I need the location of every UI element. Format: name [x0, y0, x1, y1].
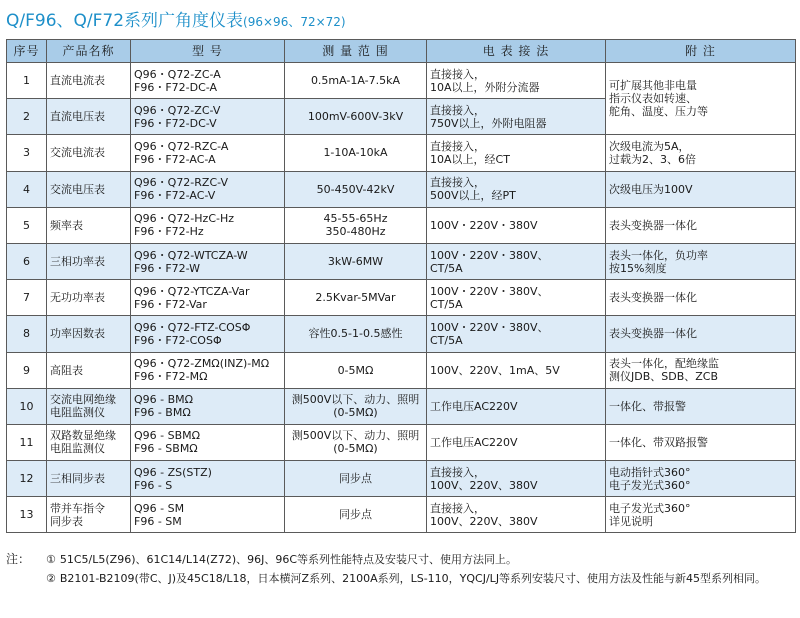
header-connection: 电 表 接 法: [427, 40, 606, 63]
cell-name: [47, 207, 131, 243]
cell-name-line: 频率表: [50, 218, 83, 232]
cell-model-line: F96・F72-Var: [134, 297, 207, 311]
cell-no: 6: [7, 243, 47, 279]
cell-note: [606, 207, 796, 243]
cell-range-line: 1-10A-10kA: [323, 146, 388, 160]
cell-connection: [427, 352, 606, 388]
cell-connection: [427, 388, 606, 424]
cell-note-line: 一体化、带双路报警: [609, 435, 708, 449]
cell-name: [47, 352, 131, 388]
cell-connection: [427, 497, 606, 533]
cell-connection: [427, 171, 606, 207]
footnote-2: [6, 569, 796, 588]
title-sub: (96×96、72×72): [243, 15, 346, 29]
cell-model: [131, 99, 285, 135]
cell-model-line: Q96 - SM: [134, 501, 185, 515]
cell-model-line: F96 - SM: [134, 514, 182, 528]
cell-name-line: 功率因数表: [50, 327, 105, 341]
cell-note: [606, 135, 796, 171]
cell-name: [47, 497, 131, 533]
cell-model-line: F96・F72-AC-A: [134, 152, 216, 166]
footnotes: [6, 550, 796, 588]
cell-model-line: F96・F72-MΩ: [134, 370, 208, 384]
cell-range: [285, 461, 427, 497]
cell-note-line: 表头变换器一体化: [609, 218, 697, 232]
cell-range-line: 0.5mA-1A-7.5kA: [310, 74, 401, 88]
cell-connection-line: 100V、220V、380V: [430, 478, 538, 492]
cell-connection: [427, 424, 606, 460]
cell-connection-line: 750V以上，外附电阻器: [430, 116, 547, 130]
cell-note-line: 测仪JDB、SDB、ZCB: [609, 370, 719, 384]
cell-model-line: Q96・Q72-HzC-Hz: [134, 212, 235, 226]
cell-note: [606, 461, 796, 497]
cell-range-line: 100mV-600V-3kV: [307, 110, 404, 124]
cell-connection-line: CT/5A: [430, 261, 463, 275]
cell-name-line: 电阻监测仪: [50, 406, 105, 420]
cell-range-line: 0-5MΩ: [337, 363, 374, 377]
cell-connection-line: CT/5A: [430, 297, 463, 311]
cell-name: [47, 135, 131, 171]
cell-connection-line: 10A以上，外附分流器: [430, 80, 540, 94]
footnote-2-text: B2101-B2109(带C、J)及45C18/L18，日本横河Z系列、2100A系列，LS-110，YQCJ/LJ等系列安装尺寸、使用方法及性能与新45型系列相同。: [59, 572, 767, 585]
header-no: 序号: [7, 40, 47, 63]
cell-model: [131, 461, 285, 497]
cell-model-line: F96・F72-AC-V: [134, 189, 216, 203]
table-row: [7, 280, 796, 316]
cell-model-line: Q96・Q72-RZC-V: [134, 176, 228, 190]
cell-connection-line: 直接接入，: [430, 176, 485, 190]
table-row: [7, 243, 796, 279]
cell-connection-line: 100V、220V、1mA、5V: [430, 363, 560, 377]
cell-model: [131, 135, 285, 171]
cell-model-line: Q96・Q72-ZMΩ(INZ)-MΩ: [134, 357, 270, 371]
cell-model-line: F96・F72-DC-A: [134, 80, 218, 94]
cell-connection: [427, 243, 606, 279]
cell-range: [285, 243, 427, 279]
cell-name-line: 双路数显绝缘: [50, 429, 116, 443]
cell-range: [285, 171, 427, 207]
cell-range-line: 45-55-65Hz: [323, 212, 388, 226]
cell-model-line: Q96・Q72-YTCZA-Var: [134, 284, 250, 298]
cell-model-line: F96・F72-Hz: [134, 225, 204, 239]
cell-range-line: (0-5MΩ): [333, 406, 378, 420]
cell-model: [131, 243, 285, 279]
cell-range: [285, 207, 427, 243]
cell-connection-line: 直接接入，: [430, 465, 485, 479]
page-title: [6, 6, 346, 31]
cell-connection-line: 100V・220V・380V、: [430, 320, 549, 334]
cell-model: [131, 207, 285, 243]
table-row: [7, 352, 796, 388]
cell-name-line: 同步表: [50, 514, 83, 528]
footnote-1-text: 51C5/L5(Z96)、61C14/L14(Z72)、96J、96C等系列性能特点及安装尺寸、使用方法同上。: [59, 553, 518, 566]
cell-connection-line: 工作电压AC220V: [430, 399, 518, 413]
cell-no: 13: [7, 497, 47, 533]
cell-connection-line: 100V・220V・380V、: [430, 284, 549, 298]
cell-note-line: 表头一体化，配绝缘监: [609, 357, 719, 371]
cell-model-line: Q96・Q72-RZC-A: [134, 139, 229, 153]
cell-note: [606, 497, 796, 533]
cell-note-line: 可扩展其他非电量: [609, 79, 697, 93]
table-row: [7, 497, 796, 533]
cell-name: [47, 388, 131, 424]
table-row: [7, 388, 796, 424]
cell-range: [285, 388, 427, 424]
cell-name-line: 交流电压表: [50, 182, 105, 196]
cell-note-line: 电动指针式360°: [609, 465, 691, 479]
cell-model: [131, 352, 285, 388]
cell-range: [285, 497, 427, 533]
cell-note: [606, 316, 796, 352]
cell-connection: [427, 135, 606, 171]
cell-note-line: 电子发光式360°: [609, 478, 691, 492]
cell-connection: [427, 63, 606, 99]
cell-model: [131, 424, 285, 460]
header-model: 型 号: [131, 40, 285, 63]
cell-model: [131, 171, 285, 207]
cell-connection-line: 100V・220V・380V、: [430, 248, 549, 262]
cell-connection-line: 直接接入，: [430, 103, 485, 117]
cell-model-line: F96 - BMΩ: [134, 406, 191, 420]
cell-model-line: Q96・Q72-FTZ-COSΦ: [134, 320, 251, 334]
cell-note-line: 详见说明: [609, 514, 653, 528]
cell-range-line: 2.5Kvar-5MVar: [315, 291, 396, 305]
cell-name-line: 直流电流表: [50, 74, 105, 88]
cell-no: 3: [7, 135, 47, 171]
cell-name-line: 交流电网绝缘: [50, 393, 116, 407]
cell-name-line: 三相同步表: [50, 472, 105, 486]
cell-name: [47, 280, 131, 316]
cell-note-line: 表头变换器一体化: [609, 327, 697, 341]
cell-connection-line: 直接接入，: [430, 139, 485, 153]
cell-note-line: 电子发光式360°: [609, 501, 691, 515]
cell-range-line: 同步点: [339, 472, 372, 486]
product-table: [6, 39, 796, 533]
cell-name-line: 无功功率表: [50, 291, 105, 305]
cell-range-line: 测500V以下、动力、照明: [291, 393, 420, 407]
cell-note-line: 过载为2、3、6倍: [609, 152, 696, 166]
table-row: [7, 424, 796, 460]
cell-no: 10: [7, 388, 47, 424]
footnote-label: 注：: [6, 552, 31, 566]
cell-model-line: F96・F72-W: [134, 261, 201, 275]
cell-note-line: 表头一体化，负功率: [609, 248, 708, 262]
footnote-1-number: ①: [46, 553, 56, 566]
table-row: [7, 461, 796, 497]
cell-model-line: Q96・Q72-ZC-A: [134, 67, 221, 81]
cell-range: [285, 63, 427, 99]
cell-note-line: 指示仪表如转速、: [609, 92, 697, 106]
footnote-1: [6, 550, 796, 569]
cell-connection: [427, 461, 606, 497]
cell-connection: [427, 316, 606, 352]
cell-no: 4: [7, 171, 47, 207]
cell-note-line: 次级电压为100V: [609, 182, 693, 196]
cell-range: [285, 352, 427, 388]
cell-model-line: F96 - S: [134, 478, 173, 492]
title-main: Q/F96、Q/F72系列广角度仪表: [6, 11, 244, 31]
cell-range: [285, 316, 427, 352]
cell-no: 11: [7, 424, 47, 460]
cell-model: [131, 388, 285, 424]
cell-note: [606, 424, 796, 460]
cell-note-line: 一体化、带报警: [609, 399, 686, 413]
cell-no: 12: [7, 461, 47, 497]
cell-range-line: 测500V以下、动力、照明: [291, 429, 420, 443]
cell-connection-line: 100V・220V・380V: [430, 218, 538, 232]
cell-name: [47, 316, 131, 352]
header-range: 测 量 范 围: [285, 40, 427, 63]
cell-model-line: Q96 - BMΩ: [134, 393, 194, 407]
cell-model: [131, 316, 285, 352]
cell-range: [285, 280, 427, 316]
cell-range: [285, 424, 427, 460]
cell-range-line: 350-480Hz: [325, 225, 386, 239]
cell-no: 2: [7, 99, 47, 135]
header-name: 产品名称: [47, 40, 131, 63]
cell-note: [606, 171, 796, 207]
cell-no: 7: [7, 280, 47, 316]
cell-model-line: Q96・Q72-WTCZA-W: [134, 248, 248, 262]
cell-model-line: Q96・Q72-ZC-V: [134, 103, 221, 117]
cell-connection-line: CT/5A: [430, 333, 463, 347]
cell-model: [131, 280, 285, 316]
cell-note-line: 次级电流为5A，: [609, 139, 690, 153]
cell-model: [131, 497, 285, 533]
table-row: [7, 316, 796, 352]
cell-name-line: 三相功率表: [50, 255, 105, 269]
cell-name: [47, 424, 131, 460]
cell-range-line: 容性0.5-1-0.5感性: [308, 327, 403, 341]
cell-model-line: Q96 - ZS(STZ): [134, 465, 212, 479]
footnote-2-number: ②: [46, 572, 56, 585]
cell-name: [47, 63, 131, 99]
header-note: 附 注: [606, 40, 796, 63]
cell-no: 1: [7, 63, 47, 99]
cell-model-line: F96 - SBMΩ: [134, 442, 198, 456]
cell-connection-line: 直接接入，: [430, 501, 485, 515]
cell-range: [285, 99, 427, 135]
cell-model-line: F96・F72-COSΦ: [134, 333, 222, 347]
cell-no: 5: [7, 207, 47, 243]
cell-name-line: 带并车指令: [50, 501, 105, 515]
cell-connection: [427, 207, 606, 243]
cell-note: [606, 243, 796, 279]
cell-name-line: 高阻表: [50, 363, 83, 377]
cell-note: [606, 388, 796, 424]
cell-note: [606, 352, 796, 388]
cell-name-line: 电阻监测仪: [50, 442, 105, 456]
cell-note-line: 按15%刻度: [609, 261, 667, 275]
cell-name-line: 交流电流表: [50, 146, 105, 160]
cell-name: [47, 243, 131, 279]
table-row: [7, 171, 796, 207]
cell-range-line: (0-5MΩ): [333, 442, 378, 456]
cell-model-line: F96・F72-DC-V: [134, 116, 217, 130]
cell-connection: [427, 280, 606, 316]
table-row: [7, 135, 796, 171]
cell-range: [285, 135, 427, 171]
cell-name: [47, 99, 131, 135]
cell-connection: [427, 99, 606, 135]
cell-no: 9: [7, 352, 47, 388]
cell-connection-line: 100V、220V、380V: [430, 514, 538, 528]
cell-connection-line: 工作电压AC220V: [430, 435, 518, 449]
cell-note: [606, 63, 796, 135]
cell-range-line: 50-450V-42kV: [316, 182, 395, 196]
cell-connection-line: 直接接入，: [430, 67, 485, 81]
cell-note-line: 表头变换器一体化: [609, 291, 697, 305]
cell-no: 8: [7, 316, 47, 352]
cell-note-line: 舵角、温度、压力等: [609, 105, 708, 119]
cell-connection-line: 10A以上，经CT: [430, 152, 510, 166]
cell-connection-line: 500V以上，经PT: [430, 189, 516, 203]
cell-range-line: 3kW-6MW: [327, 255, 384, 269]
cell-model-line: Q96 - SBMΩ: [134, 429, 201, 443]
cell-name-line: 直流电压表: [50, 110, 105, 124]
table-row: [7, 63, 796, 99]
cell-name: [47, 171, 131, 207]
cell-name: [47, 461, 131, 497]
cell-range-line: 同步点: [339, 508, 372, 522]
cell-note: [606, 280, 796, 316]
cell-model: [131, 63, 285, 99]
table-header-row: [7, 40, 796, 63]
table-row: [7, 207, 796, 243]
